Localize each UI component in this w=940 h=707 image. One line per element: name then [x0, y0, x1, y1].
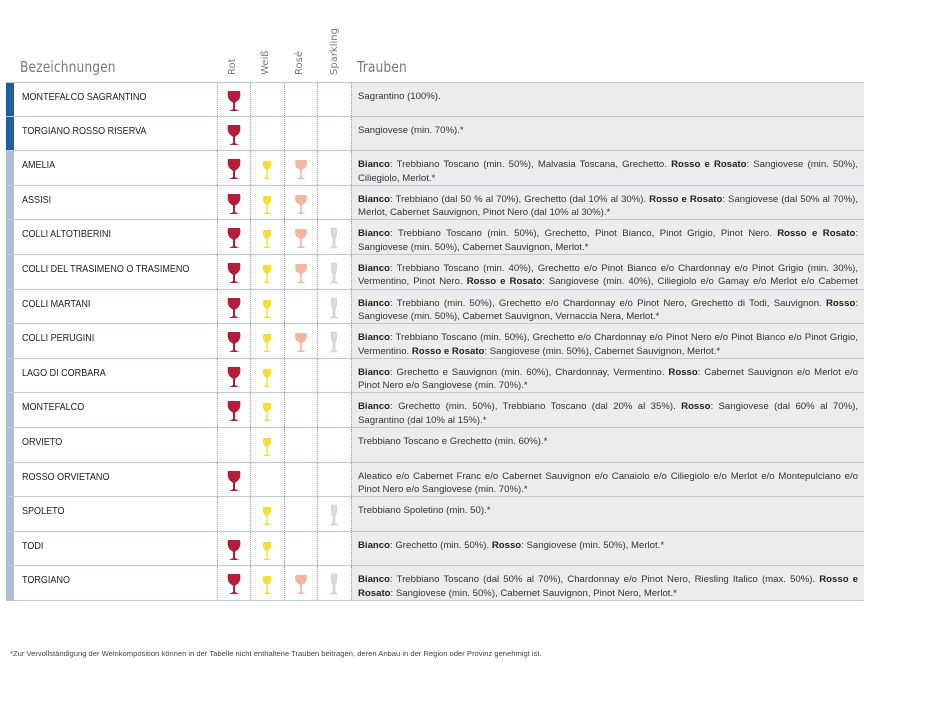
weiss-cell	[250, 324, 283, 358]
grapes-text	[358, 366, 858, 393]
appellation-name: LAGO DI CORBARA	[22, 366, 106, 379]
category-bar	[6, 428, 14, 462]
grapes-text	[358, 124, 858, 137]
weiss-cell	[250, 532, 283, 566]
weiss-glass-icon	[259, 434, 275, 463]
rot-glass-icon	[226, 469, 242, 498]
rot-cell	[217, 532, 250, 566]
grapes-cell	[351, 359, 864, 393]
grapes-cell	[351, 497, 864, 531]
grapes-cell	[351, 83, 864, 116]
rot-glass-icon	[226, 226, 242, 255]
rot-cell	[217, 497, 250, 531]
rose-cell	[284, 497, 317, 531]
appellation-name: ROSSO ORVIETANO	[22, 470, 110, 483]
rot-cell	[217, 359, 250, 393]
grapes-cell	[351, 532, 864, 566]
grapes-segment: : Trebbiano Toscano (min. 40%), Grechetto e/o Pinot Bianco e/o Chardonnay e/o Pinot Grigio (min. 30%), Vermentino, Pinot Nero.	[358, 262, 858, 288]
category-bar	[6, 83, 14, 116]
grapes-label: Rosso	[668, 366, 698, 378]
category-bar	[6, 220, 14, 254]
weiss-cell	[250, 83, 283, 116]
weiss-cell	[250, 151, 283, 185]
sparkling-glass-icon	[326, 330, 342, 359]
grapes-segment: : Trebbiano (min. 50%), Grechetto e/o Chardonnay e/o Pinot Nero, Grechetto di Todi, Sauvignon.	[390, 297, 826, 309]
rot-glass-icon	[226, 365, 242, 394]
grapes-label: Rosso	[826, 297, 856, 309]
rot-cell	[217, 83, 250, 116]
appellation-name: ASSISI	[22, 193, 52, 206]
category-bar	[6, 151, 14, 185]
rot-glass-icon	[226, 157, 242, 186]
appellation-name: TORGIANO	[22, 574, 70, 587]
sparkling-cell	[317, 497, 350, 531]
sparkling-glass-icon	[326, 226, 342, 255]
grapes-segment: : Trebbiano Toscano (min. 50%), Malvasia Toscana, Grechetto.	[390, 159, 672, 171]
rot-glass-icon	[226, 192, 242, 221]
table-row	[6, 324, 864, 359]
grapes-text	[358, 539, 858, 552]
grapes-label: Bianco	[358, 332, 390, 344]
sparkling-cell	[317, 532, 350, 566]
table-row	[6, 220, 864, 255]
rose-cell	[284, 117, 317, 151]
weiss-glass-icon	[259, 261, 275, 290]
sparkling-cell	[317, 255, 350, 289]
category-bar	[6, 290, 14, 324]
rose-cell	[284, 220, 317, 254]
grapes-label: Rosso	[681, 401, 711, 413]
grapes-cell	[351, 255, 864, 289]
sparkling-cell	[317, 324, 350, 358]
grapes-cell	[351, 220, 864, 254]
grapes-text	[358, 435, 858, 448]
appellation-name: MONTEFALCO SAGRANTINO	[22, 91, 147, 103]
weiss-cell	[250, 359, 283, 393]
rose-glass-icon	[293, 157, 309, 186]
weiss-glass-icon	[259, 330, 275, 359]
appellation-name: COLLI PERUGINI	[22, 332, 95, 345]
rot-cell	[217, 255, 250, 289]
appellation-name: COLLI ALTOTIBERINI	[22, 228, 111, 241]
rose-cell	[284, 151, 317, 185]
weiss-glass-icon	[259, 572, 275, 601]
grapes-cell	[351, 290, 864, 324]
grapes-text	[358, 227, 858, 254]
weiss-cell	[250, 566, 283, 600]
rot-glass-icon	[226, 89, 242, 118]
category-bar	[6, 532, 14, 566]
footnote: *Zur Vervollständigung der Weinkomposition können in der Tabelle nicht enthaltene Trauben beitragen, deren Anbau in der Region oder Provinz genehmigt ist.	[10, 649, 542, 658]
grapes-segment: : Sangiovese (min. 50%), Cabernet Sauvignon, Pinot Nero, Merlot.*	[390, 587, 677, 599]
rot-cell	[217, 324, 250, 358]
rose-glass-icon	[293, 330, 309, 359]
category-bar	[6, 393, 14, 427]
rot-cell	[217, 566, 250, 600]
grapes-segment: : Sangiovese (min. 50%), Merlot.*	[521, 539, 665, 551]
grapes-label: Bianco	[358, 228, 390, 240]
rose-cell	[284, 463, 317, 497]
sparkling-cell	[317, 186, 350, 220]
rot-glass-icon	[226, 399, 242, 428]
category-bar	[6, 324, 14, 358]
grapes-label: Bianco	[358, 366, 390, 378]
weiss-cell	[250, 428, 283, 462]
rot-glass-icon	[226, 572, 242, 601]
weiss-glass-icon	[259, 365, 275, 394]
weiss-glass-icon	[259, 192, 275, 221]
grapes-cell	[351, 393, 864, 427]
rose-cell	[284, 359, 317, 393]
grapes-segment: : Grechetto e Sauvignon (min. 60%), Chardonnay, Vermentino.	[390, 366, 669, 378]
grapes-label: Rosso e Rosato	[671, 159, 747, 171]
rose-cell	[284, 290, 317, 324]
wine-table	[6, 82, 864, 601]
grapes-cell	[351, 151, 864, 185]
category-bar	[6, 186, 14, 220]
grapes-text	[358, 158, 858, 185]
grapes-label: Rosso e Rosato	[466, 276, 543, 288]
grapes-segment: Trebbiano Toscano e Grechetto (min. 60%).*	[358, 435, 548, 447]
table-row	[6, 393, 864, 428]
grapes-segment: : Sangiovese (min. 50%), Cabernet Sauvignon, Vernaccia Nera, Merlot.*	[358, 297, 858, 322]
table-row	[6, 463, 864, 498]
sparkling-glass-icon	[326, 296, 342, 325]
rot-glass-icon	[226, 538, 242, 567]
grapes-label: Bianco	[358, 539, 390, 551]
rot-cell	[217, 428, 250, 462]
appellation-name: MONTEFALCO	[22, 401, 85, 414]
weiss-glass-icon	[259, 503, 275, 532]
table-row	[6, 497, 864, 532]
sparkling-cell	[317, 220, 350, 254]
appellation-name: COLLI MARTANI	[22, 297, 91, 310]
category-bar	[6, 497, 14, 531]
weiss-glass-icon	[259, 296, 275, 325]
grapes-segment: : Grechetto (min. 50%), Trebbiano Toscano (dal 20% al 35%).	[390, 401, 682, 413]
rot-glass-icon	[226, 296, 242, 325]
header-rot: Rot	[227, 58, 238, 75]
weiss-cell	[250, 393, 283, 427]
grapes-text	[358, 90, 858, 103]
grapes-segment: : Trebbiano Toscano (dal 50% al 70%), Chardonnay e/o Pinot Nero, Riesling Italico (max. 50%).	[390, 574, 820, 586]
table-row	[6, 186, 864, 221]
grapes-label: Rosso e Rosato	[411, 345, 485, 357]
grapes-text	[358, 573, 858, 600]
grapes-segment: : Trebbiano Toscano (min. 50%), Grechetto e/o Chardonnay e/o Pinot Nero e/o Pinot Bianco e/o Pinot Grigio, Vermentino.	[358, 332, 858, 357]
rot-cell	[217, 463, 250, 497]
grapes-segment: Sagrantino (100%).	[358, 91, 441, 102]
weiss-cell	[250, 497, 283, 531]
grapes-label: Rosso e Rosato	[649, 193, 723, 205]
grapes-segment: : Sangiovese (min. 50%), Ciliegiolo, Merlot.*	[358, 159, 858, 184]
table-row	[6, 428, 864, 463]
appellation-name: COLLI DEL TRASIMENO O TRASIMENO	[22, 262, 190, 275]
rot-cell	[217, 220, 250, 254]
grapes-cell	[351, 428, 864, 462]
grapes-segment: : Sangiovese (min. 50%), Cabernet Sauvignon, Merlot.*	[358, 228, 858, 253]
rot-cell	[217, 186, 250, 220]
grapes-cell	[351, 186, 864, 220]
table-row	[6, 117, 864, 152]
grapes-cell	[351, 117, 864, 151]
appellation-name: ORVIETO	[22, 435, 63, 448]
rose-cell	[284, 566, 317, 600]
grapes-label: Rosso e Rosato	[358, 574, 858, 599]
weiss-cell	[250, 463, 283, 497]
grapes-label: Bianco	[358, 159, 390, 171]
category-bar	[6, 566, 14, 600]
rose-cell	[284, 324, 317, 358]
grapes-segment: : Sangiovese (min. 40%), Ciliegiolo e/o Gamay e/o Merlot e/o Cabernet	[542, 276, 858, 288]
rose-glass-icon	[293, 226, 309, 255]
sparkling-cell	[317, 393, 350, 427]
grapes-segment: Trebbiano Spoletino (min. 50).*	[358, 505, 491, 517]
grapes-text	[358, 470, 858, 497]
table-row	[6, 82, 864, 117]
grapes-label: Bianco	[358, 193, 390, 205]
grapes-segment: Sangiovese (min. 70%).*	[358, 124, 464, 136]
table-row	[6, 151, 864, 186]
appellation-name: AMELIA	[22, 159, 56, 172]
rot-cell	[217, 151, 250, 185]
weiss-glass-icon	[259, 399, 275, 428]
sparkling-cell	[317, 290, 350, 324]
grapes-text	[358, 400, 858, 427]
sparkling-glass-icon	[326, 261, 342, 290]
rot-cell	[217, 290, 250, 324]
rose-cell	[284, 255, 317, 289]
weiss-cell	[250, 220, 283, 254]
sparkling-glass-icon	[326, 503, 342, 532]
rot-glass-icon	[226, 330, 242, 359]
grapes-label: Bianco	[358, 574, 390, 586]
category-bar	[6, 117, 14, 151]
rose-cell	[284, 532, 317, 566]
rose-cell	[284, 186, 317, 220]
grapes-cell	[351, 463, 864, 497]
weiss-glass-icon	[259, 538, 275, 567]
rose-cell	[284, 83, 317, 116]
appellation-name: TORGIANO ROSSO RISERVA	[22, 124, 147, 137]
rot-glass-icon	[226, 123, 242, 152]
header-sparkling: Sparkling	[329, 28, 340, 75]
sparkling-cell	[317, 83, 350, 116]
grapes-segment: : Cabernet Sauvignon e/o Merlot e/o Pinot Nero e/o Sangiovese (min. 70%).*	[358, 366, 858, 392]
rot-cell	[217, 393, 250, 427]
grapes-label: Bianco	[358, 401, 390, 413]
category-bar	[6, 463, 14, 497]
rose-glass-icon	[293, 572, 309, 601]
weiss-cell	[250, 290, 283, 324]
grapes-cell	[351, 324, 864, 358]
grapes-text	[358, 331, 858, 358]
rose-cell	[284, 428, 317, 462]
table-row	[6, 359, 864, 394]
grapes-segment: : Grechetto (min. 50%).	[390, 539, 492, 551]
header-trauben: Trauben	[357, 58, 407, 76]
rot-cell	[217, 117, 250, 151]
weiss-glass-icon	[259, 226, 275, 255]
grapes-segment: : Sangiovese (dal 60% al 70%), Sagrantino (dal 10% al 15%).*	[358, 401, 858, 426]
weiss-cell	[250, 117, 283, 151]
header-rose: Rosé	[294, 51, 305, 75]
rose-cell	[284, 393, 317, 427]
table-row	[6, 566, 864, 601]
table-row	[6, 532, 864, 567]
sparkling-cell	[317, 117, 350, 151]
grapes-segment: : Trebbiano Toscano (min. 50%), Grechetto, Pinot Bianco, Pinot Grigio, Pinot Nero.	[390, 228, 778, 240]
appellation-name: TODI	[22, 539, 44, 552]
grapes-segment: Aleatico e/o Cabernet Franc e/o Cabernet Sauvignon e/o Canaiolo e/o Ciliegiolo e/o Merlot e/o Montepulciano e/o Pinot Nero e/o Sangiovese (min. 70%).*	[358, 470, 858, 495]
category-bar	[6, 359, 14, 393]
grapes-label: Bianco	[358, 262, 390, 274]
sparkling-cell	[317, 151, 350, 185]
header-bezeichnungen: Bezeichnungen	[20, 58, 116, 76]
header-weiss: Weiß	[260, 50, 271, 75]
weiss-cell	[250, 255, 283, 289]
grapes-text	[358, 193, 858, 220]
grapes-label: Rosso	[491, 539, 522, 551]
sparkling-glass-icon	[326, 572, 342, 601]
table-row	[6, 255, 864, 290]
grapes-segment: : Sangiovese (dal 50% al 70%), Merlot, Cabernet Sauvignon, Pinot Nero (dal 10% al 30%).*	[358, 193, 859, 219]
sparkling-cell	[317, 428, 350, 462]
table-row	[6, 290, 864, 325]
weiss-cell	[250, 186, 283, 220]
grapes-segment: : Sangiovese (min. 50%), Cabernet Sauvignon, Merlot.*	[484, 345, 721, 357]
rose-glass-icon	[293, 192, 309, 221]
grapes-label: Rosso e Rosato	[777, 228, 856, 240]
grapes-label: Bianco	[358, 297, 390, 309]
grapes-cell	[351, 566, 864, 600]
sparkling-cell	[317, 463, 350, 497]
sparkling-cell	[317, 566, 350, 600]
grapes-segment: : Trebbiano (dal 50 % al 70%), Grechetto (dal 10% al 30%).	[390, 193, 650, 205]
sparkling-cell	[317, 359, 350, 393]
grapes-text	[358, 504, 858, 517]
rose-glass-icon	[293, 261, 309, 290]
weiss-glass-icon	[259, 157, 275, 186]
grapes-text	[358, 297, 858, 324]
appellation-name: SPOLETO	[22, 505, 65, 518]
rot-glass-icon	[226, 261, 242, 290]
category-bar	[6, 255, 14, 289]
